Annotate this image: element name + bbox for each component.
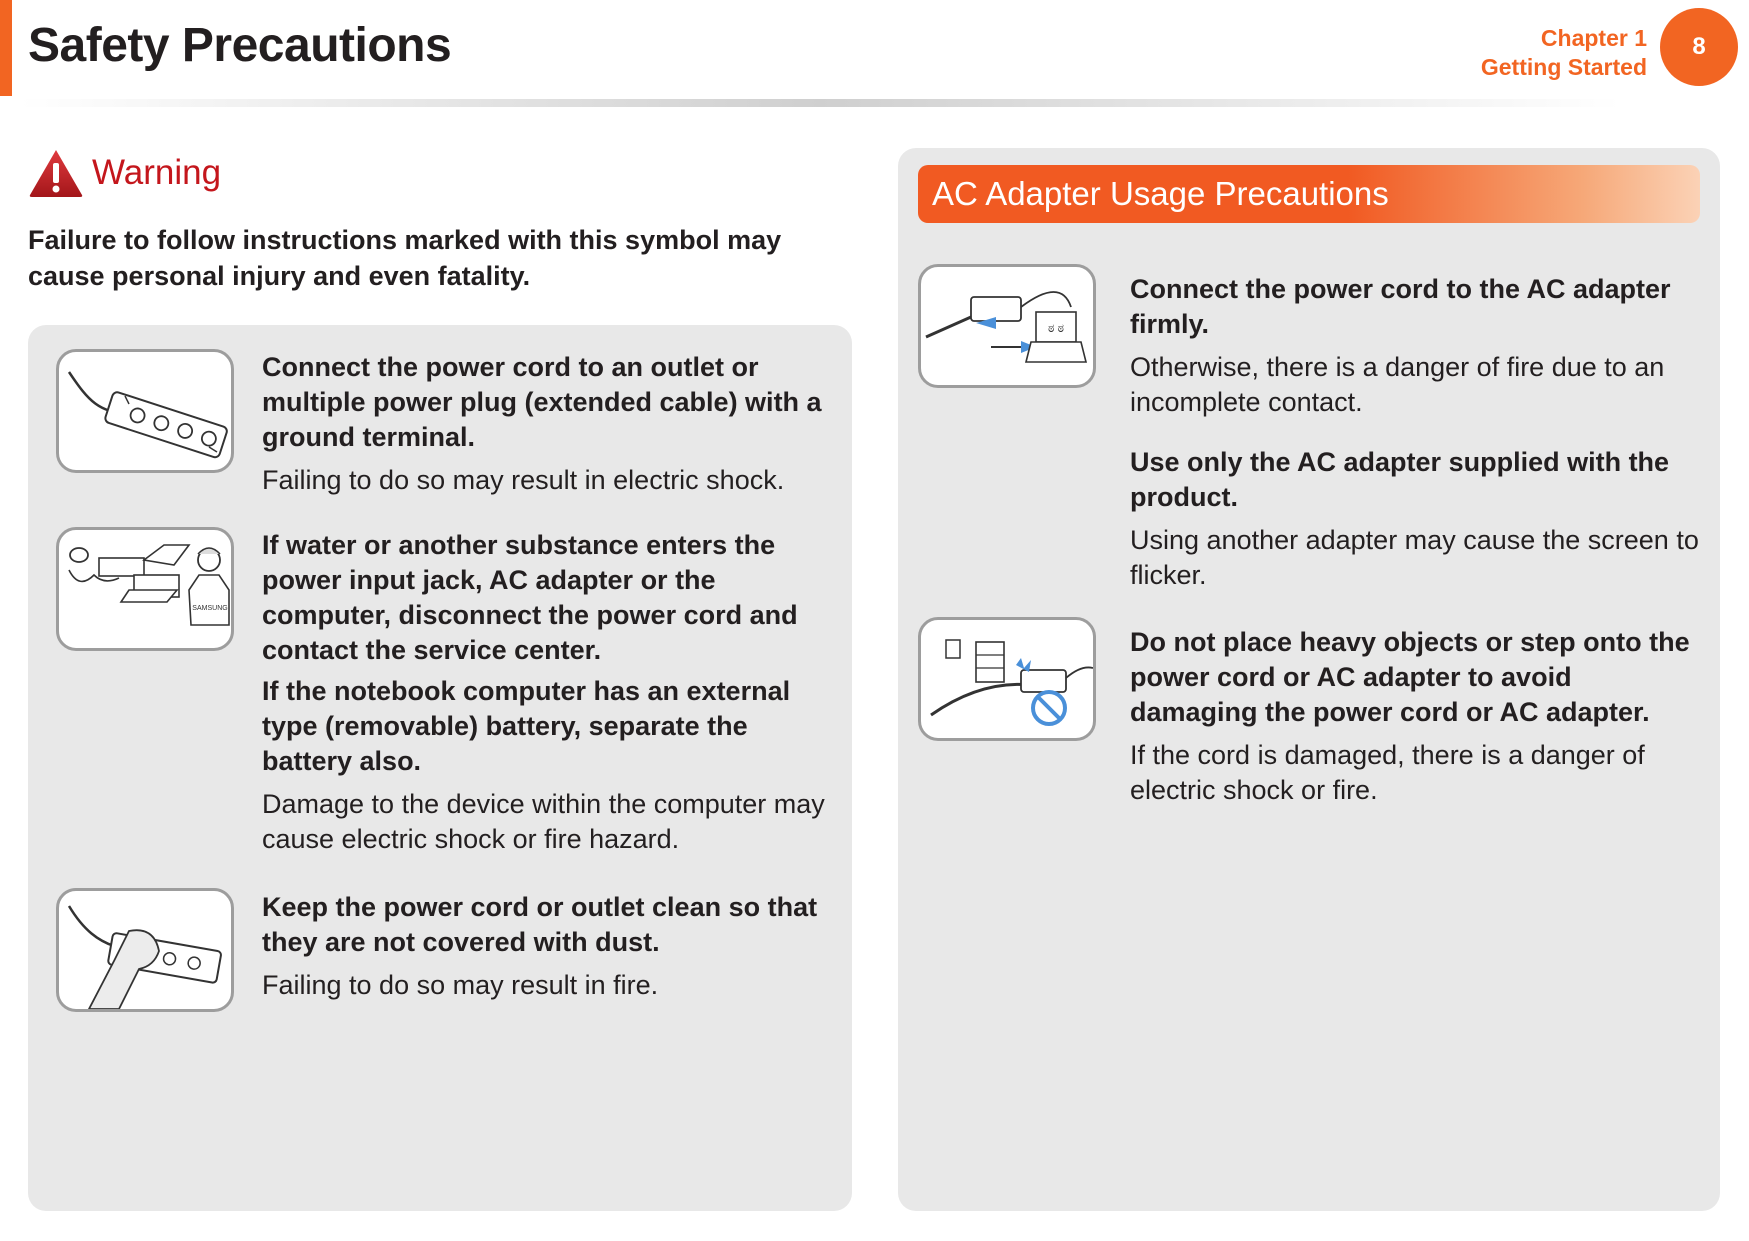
header-divider bbox=[20, 99, 1620, 107]
page-number-badge: 8 bbox=[1660, 8, 1738, 86]
precaution-title: Do not place heavy objects or step onto the power cord or AC adapter to avoid damaging the power cord or AC adapter. bbox=[1130, 627, 1690, 727]
precaution-title: Connect the power cord to an outlet or multiple power plug (extended cable) with a ground terminal. bbox=[262, 352, 822, 452]
warning-heading bbox=[28, 148, 221, 198]
precaution-detail: Using another adapter may cause the screen to flicker. bbox=[1130, 525, 1699, 590]
warning-label: Warning bbox=[92, 153, 222, 192]
cleaning-outlet-illustration bbox=[56, 888, 234, 1012]
precaution-detail: Damage to the device within the computer may cause electric shock or fire hazard. bbox=[262, 789, 825, 854]
water-spill-service-illustration bbox=[56, 527, 234, 651]
precaution-item-water-ingress bbox=[262, 528, 832, 857]
ac-item-no-heavy-objects bbox=[1130, 625, 1700, 808]
precaution-detail: Failing to do so may result in electric shock. bbox=[262, 465, 785, 495]
precaution-item-dust bbox=[262, 890, 832, 1003]
samsung-logo-text: SAMSUNG bbox=[192, 605, 228, 612]
warning-triangle-icon bbox=[28, 148, 84, 198]
adapter-connection-illustration bbox=[918, 264, 1096, 388]
chapter-name: Getting Started bbox=[1480, 54, 1647, 80]
precaution-detail: If the cord is damaged, there is a danger of electric shock or fire. bbox=[1130, 740, 1645, 805]
svg-text:ಠ ಠ: ಠ ಠ bbox=[1047, 321, 1065, 335]
precaution-title: Connect the power cord to the AC adapter firmly. bbox=[1130, 274, 1671, 339]
ac-item-supplied-adapter bbox=[1130, 445, 1700, 593]
precaution-detail: Otherwise, there is a danger of fire due to an incomplete contact. bbox=[1130, 352, 1665, 417]
cord-damage-illustration bbox=[918, 617, 1096, 741]
precaution-item-grounded-outlet bbox=[262, 350, 832, 498]
power-strip-illustration bbox=[56, 349, 234, 473]
precaution-title: Use only the AC adapter supplied with the product. bbox=[1130, 447, 1670, 512]
ac-item-firm-connection bbox=[1130, 272, 1700, 420]
ac-section-header bbox=[918, 165, 1700, 223]
chapter-info bbox=[1481, 24, 1647, 82]
warning-description: Failure to follow instructions marked with this symbol may cause personal injury and even fatality. bbox=[28, 225, 782, 291]
precaution-title-battery: If the notebook computer has an external type (removable) battery, separate the battery also. bbox=[262, 676, 791, 776]
precaution-title: Keep the power cord or outlet clean so that they are not covered with dust. bbox=[262, 892, 818, 957]
ac-section-title: AC Adapter Usage Precautions bbox=[932, 175, 1389, 212]
precaution-detail: Failing to do so may result in fire. bbox=[262, 970, 659, 1000]
precaution-title: If water or another substance enters the power input jack, AC adapter or the computer, disconnect the power cord and contact the service center. bbox=[262, 530, 798, 665]
header-accent-bar bbox=[0, 0, 12, 96]
page-title: Safety Precautions bbox=[28, 19, 452, 72]
chapter-label: Chapter 1 bbox=[1540, 25, 1647, 51]
